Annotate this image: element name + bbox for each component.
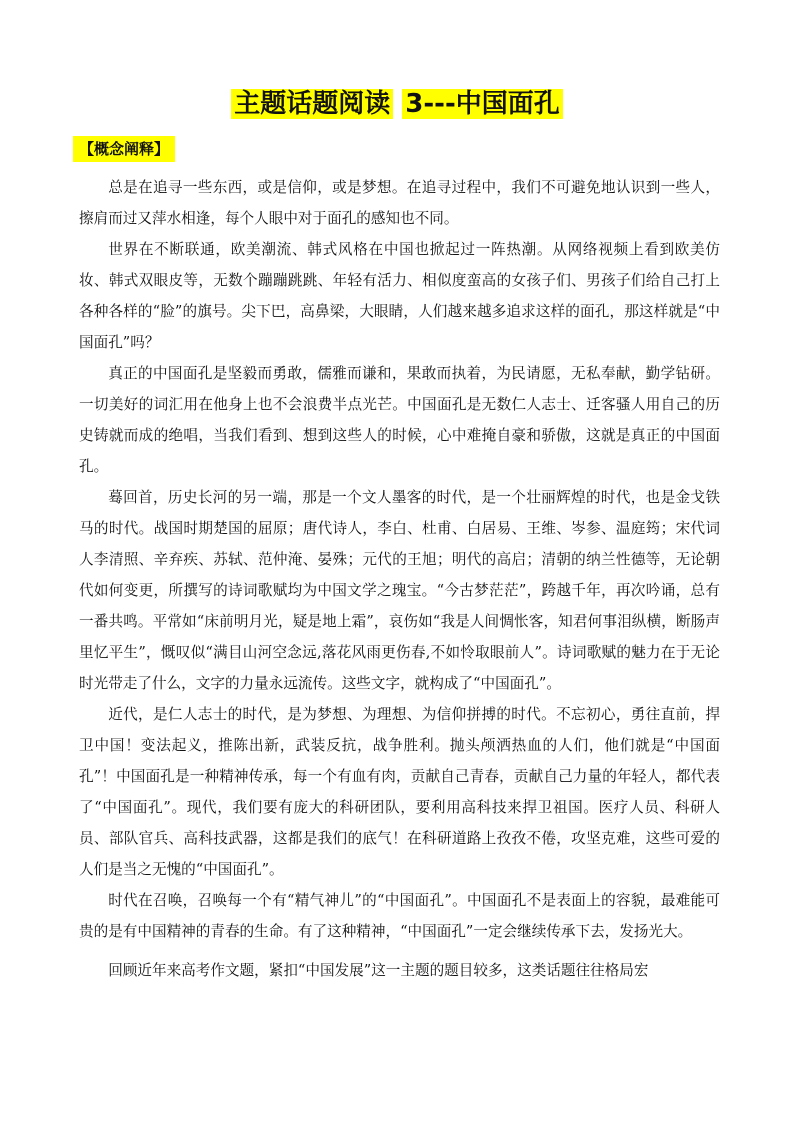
title-main: 主题话题阅读 — [231, 89, 393, 119]
paragraph-3: 真正的中国面孔是坚毅而勇敢，儒雅而谦和，果敢而执着，为民请愿，无私奉献，勤学钻研。一切美好的词汇用在他身上也不会浪费半点光芒。中国面孔是无数仁人志士、迁客骚人用自己的历史铸就而成的绝唱，当我们看到、想到这些人的时候，心中难掩自豪和骄傲，这就是真正的中国面孔。 — [79, 365, 720, 475]
paragraph-5: 近代，是仁人志士的时代，是为梦想、为理想、为信仰拼搏的时代。不忘初心，勇往直前，捍卫中国！变法起义，推陈出新，武装反抗，战争胜利。抛头颅洒热血的人们，他们就是“中国面孔”！中国面孔是一种精神传承，每一个有血有肉，贡献自己青春，贡献自己力量的年轻人，都代表了“中国面孔”。现代，我们要有庞大的科研团队，要利用高科技来捍卫祖国。医疗人员、科研人员、部队官兵、高科技武器，这都是我们的底气！在科研道路上孜孜不倦，攻坚克难，这些可爱的人们是当之无愧的“中国面孔”。 — [79, 706, 720, 878]
title-number: 3---中国面孔 — [402, 89, 562, 119]
paragraph-6: 时代在召唤，召唤每一个有“精气神儿”的“中国面孔”。中国面孔不是表面上的容貌，最难能可贵的是有中国精神的青春的生命。有了这种精神，“中国面孔”一定会继续传承下去，发扬光大。 — [79, 892, 720, 940]
paragraph-4: 蓦回首，历史长河的另一端，那是一个文人墨客的时代，是一个壮丽辉煌的时代，也是金戈铁马的时代。战国时期楚国的屈原；唐代诗人，李白、杜甫、白居易、王维、岑参、温庭筠；宋代词人李清照、辛弃疾、苏轼、范仲淹、晏殊；元代的王旭；明代的高启；清朝的纳兰性德等，无论朝代如何变更，所撰写的诗词歌赋均为中国文学之瑰宝。“今古梦茫茫”，跨越千年，再次吟诵，总有一番共鸣。平常如“床前明月光，疑是地上霜”，哀伤如“我是人间惆怅客，知君何事泪纵横，断肠声里忆平生”，慨叹似“满目山河空念远,落花风雨更伤春,不如怜取眼前人”。诗词歌赋的魅力在于无论时光带走了什么，文字的力量永远流传。这些文字，就构成了“中国面孔”。 — [79, 489, 720, 692]
paragraph-1: 总是在追寻一些东西，或是信仰，或是梦想。在追寻过程中，我们不可避免地认识到一些人，擦肩而过又萍水相逢，每个人眼中对于面孔的感知也不同。 — [79, 179, 720, 227]
paragraph-7: 回顾近年来高考作文题，紧扣“中国发展”这一主题的题目较多，这类话题往往格局宏 — [108, 962, 649, 979]
paragraph-2: 世界在不断联通，欧美潮流、韩式风格在中国也掀起过一阵热潮。从网络视频上看到欧美仿妆、韩式双眼皮等，无数个蹦蹦跳跳、年轻有活力、相似度蛮高的女孩子们、男孩子们给自己打上各种各样的“脸”的旗号。尖下巴，高鼻梁，大眼睛，人们越来越多追求这样的面孔，那这样就是“中国面孔”吗？ — [79, 241, 720, 351]
body-text — [79, 172, 720, 986]
page-title — [0, 84, 794, 124]
section-heading: 【概念阐释】 — [73, 136, 175, 162]
